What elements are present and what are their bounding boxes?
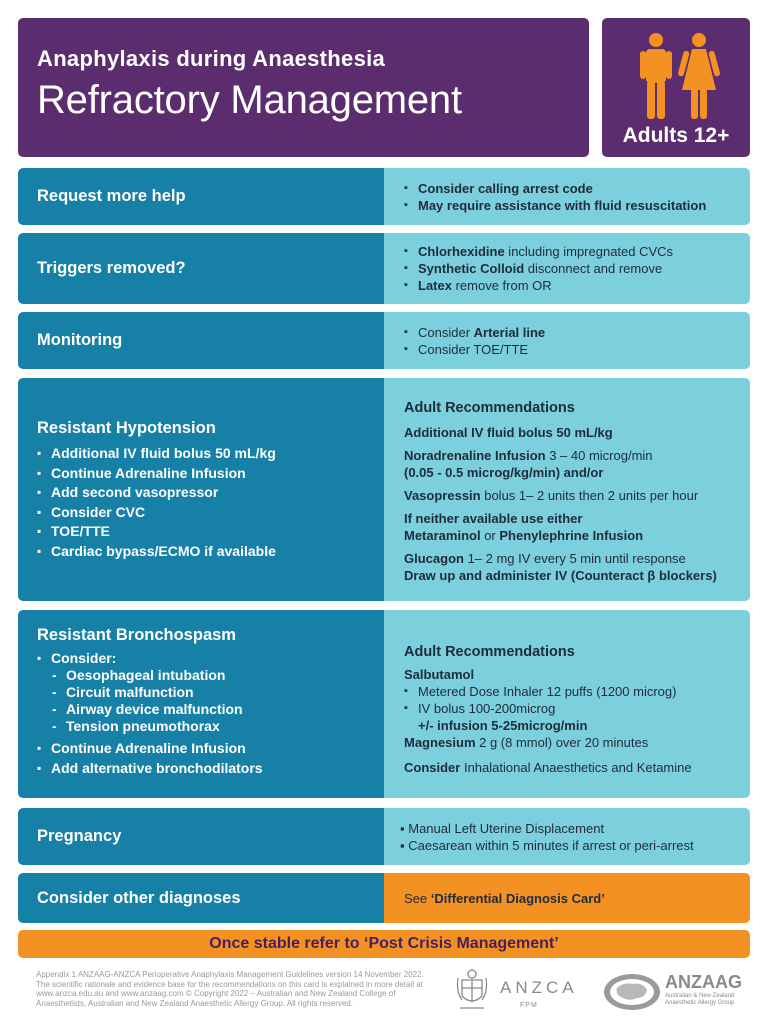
drug-dose: bolus 1– 2 units then 2 units per hour — [480, 488, 699, 503]
list-item: ▪ Caesarean within 5 minutes if arrest or peri-arrest — [400, 837, 694, 853]
list-item — [37, 649, 384, 735]
alternative-drugs — [404, 527, 750, 544]
list-item: ▪ May require assistance with fluid resuscitation — [404, 197, 706, 214]
header-title-panel — [18, 18, 589, 157]
drug-dose: 2 g (8 mmol) over 20 minutes — [475, 735, 649, 750]
coat-of-arms-icon — [456, 966, 488, 1014]
anzaag-tagline-1: Australian & New Zealand — [665, 993, 735, 999]
map-globe-icon — [603, 972, 661, 1012]
fpm-wordmark: FPM — [520, 1002, 538, 1009]
hypotension-row-title — [18, 378, 384, 601]
list-item: ▪ Metered Dose Inhaler 12 puffs (1200 microg) — [404, 683, 750, 700]
drug-name: Phenylephrine Infusion — [499, 528, 644, 543]
monitoring-row-details — [384, 312, 750, 369]
pregnancy-row-details — [384, 808, 750, 865]
card-name: ‘Differential Diagnosis Card’ — [430, 890, 605, 906]
drug-name: Vasopressin — [404, 488, 481, 503]
pregnancy-item: Caesarean within 5 minutes if arrest or peri-arrest — [408, 837, 694, 853]
list-item: ▪ Continue Adrenaline Infusion — [37, 464, 384, 484]
recommendations-title: Adult Recommendations — [404, 644, 575, 660]
trigger-name: Synthetic Colloid — [418, 261, 525, 276]
monitoring-emphasis: Arterial line — [473, 324, 546, 340]
other-diagnoses-row-title — [18, 873, 384, 923]
magnesium-recommendation — [404, 734, 750, 751]
pregnancy-row-title — [18, 808, 384, 865]
anzca-logo — [456, 966, 586, 1016]
list-item — [404, 243, 673, 260]
list-item: ▪ Consider CVC — [37, 503, 384, 523]
list-item — [404, 277, 673, 294]
hypotension-recommendations — [384, 378, 750, 601]
help-title: Request more help — [37, 187, 186, 205]
monitoring-row-title — [18, 312, 384, 369]
anzaag-tagline-2: Anaesthetic Allergy Group — [665, 1000, 735, 1006]
triggers-row-details — [384, 233, 750, 304]
list-item: ▪ TOE/TTE — [37, 522, 384, 542]
trigger-action: disconnect and remove — [524, 261, 663, 276]
pregnancy-title: Pregnancy — [37, 827, 122, 845]
adult-male-female-icon — [636, 32, 720, 122]
bronchospasm-title: Resistant Bronchospasm — [37, 626, 236, 644]
list-item: ▪ Add alternative bronchodilators — [37, 759, 384, 779]
list-item — [404, 260, 673, 277]
list-item — [404, 324, 545, 341]
infusion-note: +/- infusion 5-25microg/min — [418, 718, 588, 733]
anzaag-wordmark: ANZAAG — [665, 972, 742, 992]
noradrenaline-recommendation — [404, 447, 750, 464]
alternative-note: If neither available use either — [404, 511, 583, 526]
drug-dose: 3 – 40 microg/min — [545, 448, 653, 463]
trigger-name: Chlorhexidine — [418, 244, 505, 259]
trigger-action: remove from OR — [451, 278, 552, 293]
conjunction: or — [480, 528, 500, 543]
list-item: ▪ Continue Adrenaline Infusion — [37, 739, 384, 759]
help-row-details — [384, 168, 750, 225]
list-item: - Airway device malfunction — [52, 701, 384, 718]
card-title: Refractory Management — [37, 78, 462, 122]
copyright-notice: Appendix 1 ANZAAG-ANZCA Perioperative Anaphylaxis Management Guidelines version 14 November 2022. The scientific rationale and evidence base for the recommendations on this card is explained in more detail at www.anzca.edu.au and www.anzaag.com © Copyright 2022 – Australian and New Zealand College of Anaesthetists, Australian and New Zealand Anaesthetic Allergy Group. All rights reserved. — [36, 970, 424, 1008]
recommendations-title: Adult Recommendations — [404, 400, 575, 416]
monitoring-text: Consider — [418, 324, 474, 340]
salbutamol-heading: Salbutamol — [404, 667, 475, 682]
drug-name: Magnesium — [404, 735, 476, 750]
drug-name: Glucagon — [404, 551, 464, 566]
noradrenaline-dose-range: (0.05 - 0.5 microg/kg/min) and/or — [404, 465, 604, 480]
anzaag-logo — [603, 970, 743, 1014]
consider-recommendation — [404, 759, 750, 776]
monitoring-title: Monitoring — [37, 331, 123, 349]
list-item: ▪ Manual Left Uterine Displacement — [400, 820, 605, 836]
triggers-title: Triggers removed? — [37, 259, 186, 277]
list-item: ▪ Cardiac bypass/ECMO if available — [37, 542, 384, 562]
post-crisis-banner: Once stable refer to ‘Post Crisis Management’ — [18, 930, 750, 958]
consider-label: Consider — [404, 760, 461, 775]
glucagon-recommendation — [404, 550, 750, 567]
monitoring-text: Consider TOE/TTE — [418, 341, 529, 357]
drug-dose: 1– 2 mg IV every 5 min until response — [463, 551, 686, 566]
fluid-recommendation: Additional IV fluid bolus 50 mL/kg — [404, 425, 613, 440]
pregnancy-item: Manual Left Uterine Displacement — [408, 820, 605, 836]
trigger-name: Latex — [418, 278, 452, 293]
consider-label: Consider: — [51, 650, 117, 666]
list-item: ▪ Consider calling arrest code — [404, 180, 706, 197]
audience-label: Adults 12+ — [622, 124, 730, 147]
list-item — [404, 341, 545, 358]
vasopressin-recommendation — [404, 487, 750, 504]
anzca-wordmark: ANZCA — [500, 978, 578, 997]
differential-card-reference — [404, 891, 605, 906]
card-subtitle: Anaphylaxis during Anaesthesia — [37, 46, 386, 71]
consider-text: Inhalational Anaesthetics and Ketamine — [460, 760, 692, 775]
list-item: ▪ Additional IV fluid bolus 50 mL/kg — [37, 444, 384, 464]
trigger-action: including impregnated CVCs — [504, 244, 674, 259]
other-diagnoses-title: Consider other diagnoses — [37, 888, 241, 907]
hypotension-title: Resistant Hypotension — [37, 419, 216, 437]
list-item: - Oesophageal intubation — [52, 667, 384, 684]
triggers-row-title — [18, 233, 384, 304]
bronchospasm-recommendations — [384, 610, 750, 798]
list-item: ▪ Add second vasopressor — [37, 483, 384, 503]
list-item: - Circuit malfunction — [52, 684, 384, 701]
glucagon-note: Draw up and administer IV (Counteract β blockers) — [404, 568, 717, 583]
other-diagnoses-row-details — [384, 873, 750, 923]
list-item: - Tension pneumothorax — [52, 718, 384, 735]
help-row-title — [18, 168, 384, 225]
list-item: ▪ IV bolus 100-200microg — [404, 700, 750, 717]
drug-name: Noradrenaline Infusion — [404, 448, 546, 463]
drug-name: Metaraminol — [404, 528, 481, 543]
see-label: See — [404, 890, 431, 906]
audience-badge — [602, 18, 750, 157]
bronchospasm-row-title — [18, 610, 384, 798]
